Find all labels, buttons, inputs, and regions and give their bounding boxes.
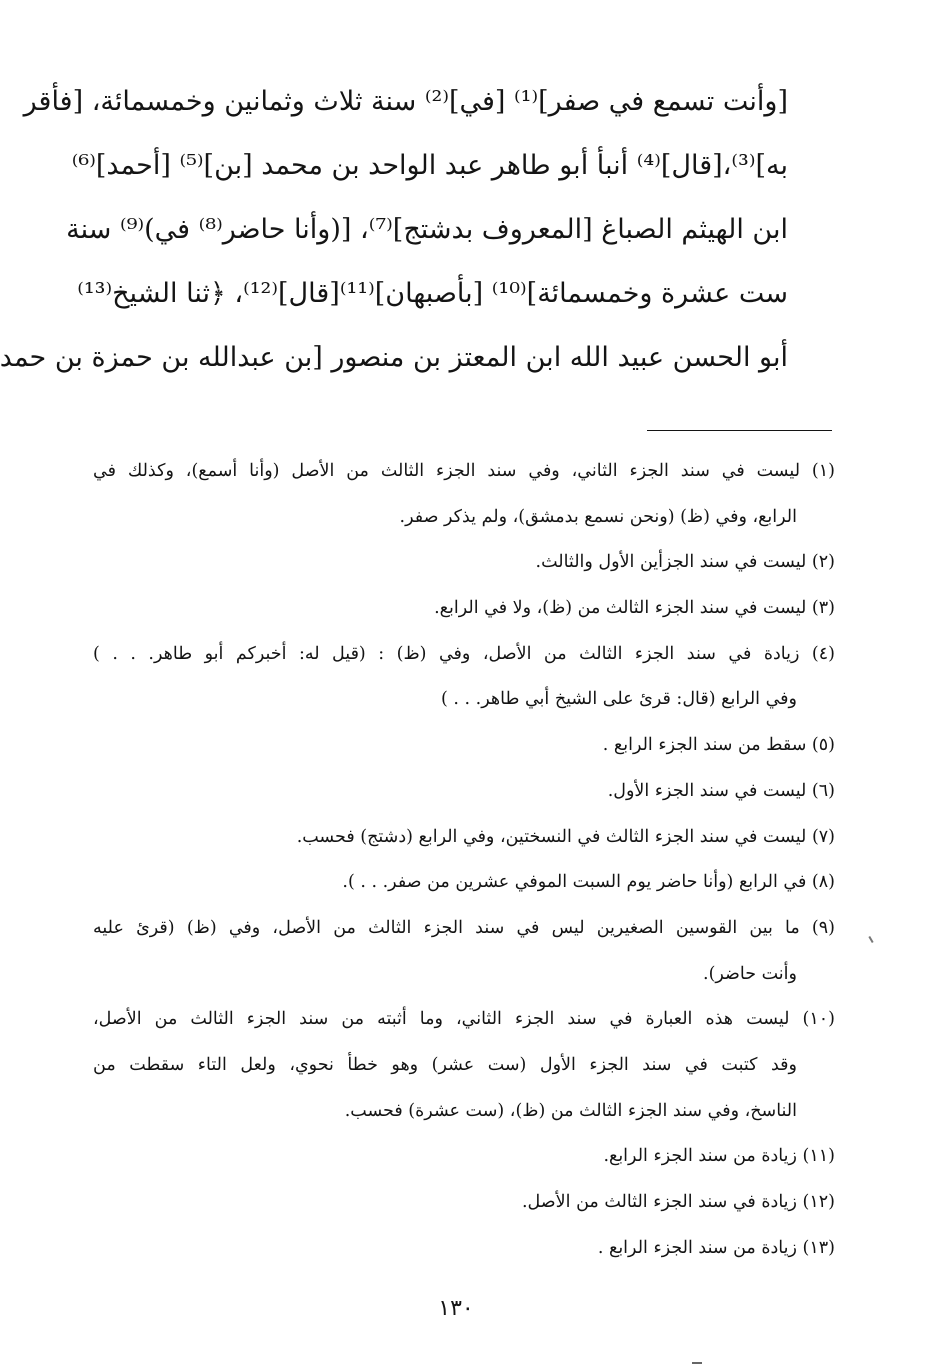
footnote-line: (١١) زيادة من سند الجزء الرابع. — [603, 1146, 835, 1167]
footnote-line: (٦) ليست في سند الجزء الأول. — [607, 780, 835, 801]
footnote-line: (٣) ليست في سند الجزء الثالث من (ظ)، ولا في الرابع. — [434, 598, 835, 619]
footnote-line: (٢) ليست في سند الجزأين الأول والثالث. — [535, 552, 835, 573]
main-text-line: أبو الحسن عبيد الله ابن المعتز بن منصور [بن عبدالله بن حمزة بن حمد — [0, 342, 788, 373]
footnote-line: (٥) سقط من سند الجزء الرابع . — [602, 735, 835, 756]
footnotes-block — [93, 449, 835, 1271]
footnote-line: (١٠) ليست هذه العبارة في سند الجزء الثاني، وما أثبته من سند الجزء الثالث من الأصل، — [93, 1009, 835, 1030]
footnote-divider — [647, 430, 832, 431]
scan-speck — [868, 936, 873, 943]
footnote-line: الناسخ، وفي سند الجزء الثالث من (ظ)، (ست عشرة) فحسب. — [344, 1100, 797, 1121]
footnote-line: وأنت حاضر). — [703, 963, 797, 984]
page-number: ١٣٠ — [438, 1296, 474, 1321]
main-text-line: ابن الهيثم الصباغ [المعروف بدشتج]⁽⁷⁾، [(وأنا حاضر⁽⁸⁾ في)⁽⁹⁾ سنة — [66, 214, 788, 245]
main-text-line: ست عشرة وخمسمائة]⁽¹⁰⁾ [بأصبهان]⁽¹¹⁾[قال]⁽¹²⁾، ﴿ثنا الشيخ⁽¹³⁾ — [77, 278, 788, 309]
footnote-line: (٨) في الرابع (وأنا حاضر يوم السبت الموفي عشرين من صفر. . . ). — [342, 872, 835, 893]
book-page — [2, 0, 950, 1372]
footnote-line: (٤) زيادة في سند الجزء الثالث من الأصل، وفي (ظ) : (قيل له: أخبركم أبو طاهر. . . ) — [93, 643, 835, 664]
footnote-line: وفي الرابع (قال: قرئ على الشيخ أبي طاهر. . . ) — [441, 689, 797, 710]
footnote-line: الرابع، وفي (ظ) (ونحن نسمع بدمشق)، ولم يذكر صفر. — [399, 506, 797, 527]
footnote-line: (١) ليست في سند الجزء الثاني، وفي سند الجزء الثالث من الأصل (وأنا أسمع)، وكذلك في — [93, 461, 835, 481]
scan-speck — [692, 1362, 702, 1364]
footnote-line: (٧) ليست في سند الجزء الثالث في النسختين، وفي الرابع (دشتج) فحسب. — [296, 826, 835, 847]
footnote-line: (١٢) زيادة في سند الجزء الثالث من الأصل. — [521, 1192, 835, 1212]
main-text-line: [وأنت تسمع في صفر]⁽¹⁾ [في]⁽²⁾ سنة ثلاث وثمانين وخمسمائة، [فأقر — [23, 86, 788, 117]
footnote-line: (٩) ما بين القوسين الصغيرين ليس في سند الجزء الثالث من الأصل، وفي (ظ) (قرئ عليه — [93, 917, 835, 938]
main-text-line: به]⁽³⁾،[قال]⁽⁴⁾ أنبأ أبو طاهر عبد الواحد بن محمد [بن]⁽⁵⁾ [أحمد]⁽⁶⁾ — [71, 150, 788, 181]
footnote-line: وقد كتبت في سند الجزء الأول (ست عشر) وهو خطأ نحوي، ولعل التاء سقطت من — [93, 1054, 797, 1075]
footnote-line: (١٣) زيادة من سند الجزء الرابع . — [597, 1237, 835, 1258]
main-text-block — [0, 70, 788, 390]
